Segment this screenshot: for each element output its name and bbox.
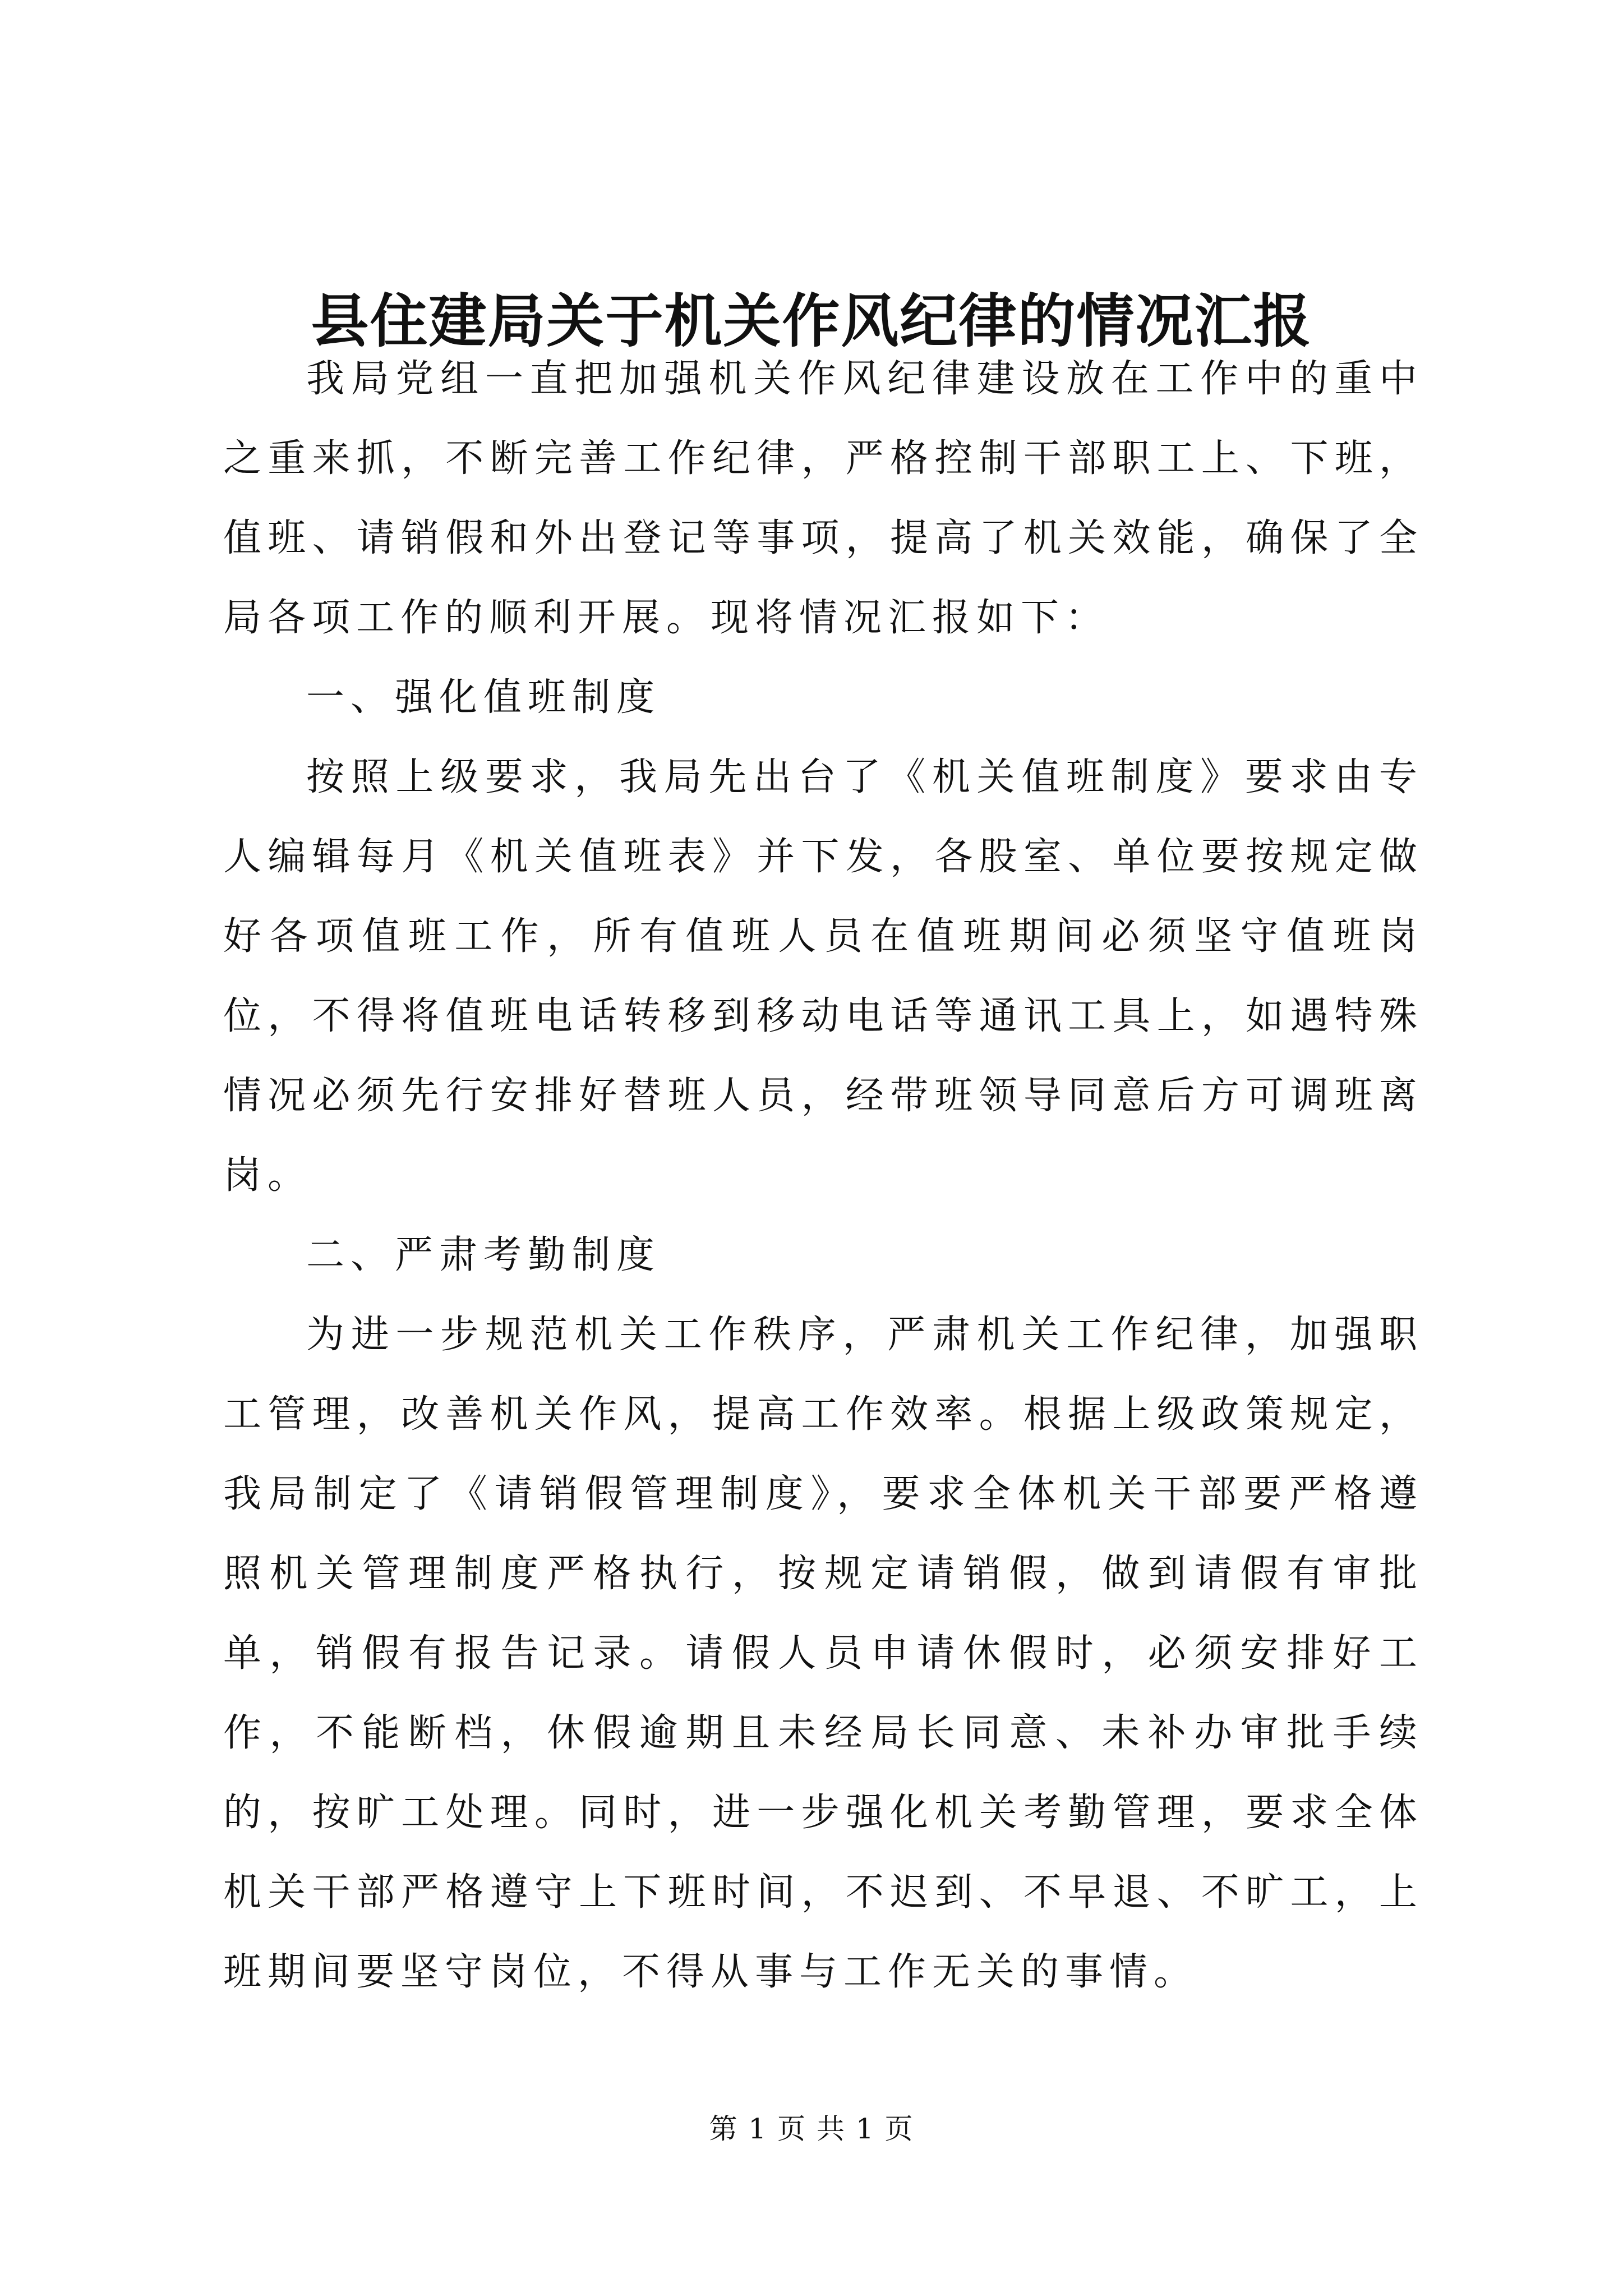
- section-heading-1: 一、强化值班制度: [306, 675, 661, 720]
- page-footer: 第 1 页 共 1 页: [709, 2113, 914, 2145]
- paragraph-intro: 我局党组一直把加强机关作风纪律建设放在工作中的重中之重来抓，不断完善工作纪律，严格控制干部职工上、下班，值班、请销假和外出登记等事项，提高了机关效能，确保了全局各项工作的顺利开展。现将情况汇报如下：: [223, 357, 1423, 640]
- section-heading-2: 二、严肃考勤制度: [306, 1233, 661, 1277]
- paragraph-attendance-system: 为进一步规范机关工作秩序，严肃机关工作纪律，加强职工管理，改善机关作风，提高工作效率。根据上级政策规定，我局制定了《请销假管理制度》，要求全体机关干部要严格遵照机关管理制度严格执行，按规定请销假，做到请假有审批单，销假有报告记录。请假人员申请休假时，必须安排好工作，不能断档，休假逾期且未经局长同意、未补办审批手续的，按旷工处理。同时，进一步强化机关考勤管理，要求全体机关干部严格遵守上下班时间，不迟到、不早退、不旷工，上班期间要坚守岗位，不得从事与工作无关的事情。: [223, 1313, 1423, 1994]
- document-title: 县住建局关于机关作风纪律的情况汇报: [311, 287, 1312, 355]
- paragraph-duty-system: 按照上级要求，我局先出台了《机关值班制度》要求由专人编辑每月《机关值班表》并下发，各股室、单位要按规定做好各项值班工作，所有值班人员在值班期间必须坚守值班岗位，不得将值班电话转移到移动电话等通讯工具上，如遇特殊情况必须先行安排好替班人员，经带班领导同意后方可调班离岗。: [223, 755, 1423, 1198]
- document-body: [223, 339, 1423, 2012]
